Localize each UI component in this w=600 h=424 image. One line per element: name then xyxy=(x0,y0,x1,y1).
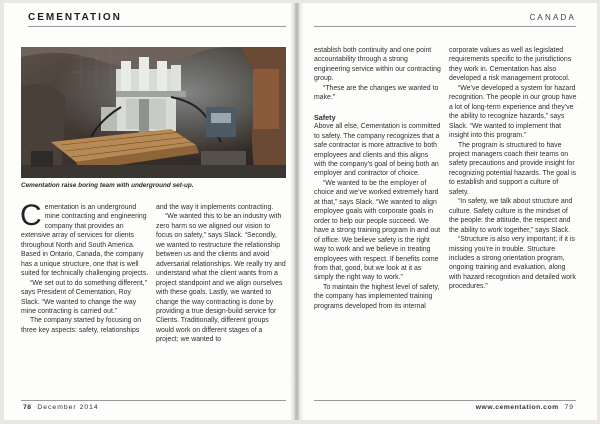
photo-caption: Cementation raise boring team with underground set-up. xyxy=(21,182,194,189)
section-heading-safety: Safety xyxy=(314,112,336,122)
photo-illustration xyxy=(21,47,286,178)
header-rule-left xyxy=(28,26,286,27)
website-url: www.cementation.com xyxy=(475,404,559,411)
col4-paragraph-5: “Structure is also very important; if it is missing you’re in trouble. Structure includes a strong orientation program, ongoing training and evaluation, along with hazard recognition and detailed work procedures.” xyxy=(449,236,576,291)
col1-paragraph-2: “We set out to do something different,” says President of Cementation, Roy Slack. “We wanted to change the way mine contracting is carried out.” xyxy=(21,279,147,315)
col3-paragraph-2: “These are the changes we wanted to make.” xyxy=(314,84,439,102)
article-column-3 xyxy=(314,46,442,311)
col3-paragraph-4: “We wanted to be the employer of choice and we’ve worked extremely hard at that,” says Slack. “We wanted to align employee goals with corporate goals in order to help our people succeed. We have a strong training program in and out of office. We believe safety is the right way to work and we believe in treating employees with respect. If benefits come from that, good, but we look at it as simply the right way to work.” xyxy=(314,179,441,282)
country-label: CANADA xyxy=(529,13,576,22)
intro-paragraph xyxy=(20,199,149,279)
col1-paragraph-3: The company started by focusing on three key aspects: safety, relationships xyxy=(21,317,142,334)
col3-paragraph-3: Above all else, Cementation is committed to safety. The company recognizes that a safe contractor is more attractive to both employees and clients and this aligns with the company’s goal of being both an employer and contractor of choice. xyxy=(314,123,441,178)
issue-date: December 2014 xyxy=(37,404,99,411)
col2-paragraph-1: and the way it implements contracting. xyxy=(156,204,274,211)
col4-paragraph-2: “We’ve developed a system for hazard recognition. The people in our group have a lot of long-term experience and they’ve the ability to recognize hazards,” says Slack. “We wanted to implement that insight into this program.” xyxy=(449,84,577,140)
footer-rule-left xyxy=(21,400,286,401)
col1-paragraph-1: ementation is an underground mine contracting and engineering company that provides an extensive array of services for clients throughout North and South America. Based in Ontario, Canada, the company has a unique structure, one that is well suited for technically challenging projects. xyxy=(21,204,149,278)
col4-paragraph-3: The program is structured to have project managers coach their teams on safety precautions and provide insight for recognizing potential hazards. The goal is to establish and support a culture of safety. xyxy=(449,141,577,196)
footer-rule-right xyxy=(314,400,576,401)
raise-boring-photo xyxy=(21,47,286,178)
page-gutter xyxy=(290,3,304,420)
folio-left xyxy=(23,404,99,411)
col4-paragraph-4: “In safety, we talk about structure and culture. Safety culture is the mindset of the people: the attitude, the respect and the ability to work together,” says Slack. xyxy=(449,198,573,234)
page-number-left: 78 xyxy=(23,404,32,411)
col3-paragraph-5: To maintain the highest level of safety, the company has implemented training programs developed from its internal xyxy=(314,283,440,310)
col2-paragraph-2: “We wanted this to be an industry with zero harm so we aligned our vision to focus on safety,” says Slack. “Secondly, we wanted to restructure the relationship between us and the clients and avoid adversarial relationships. We really try and understand what the client wants from a project standpoint and we align ourselves with these goals. Lastly, we wanted to change the way contracting is done by providing a true design-build service for Clients. Traditionally, different groups would work on different stages of a project; we wanted to xyxy=(156,213,286,344)
article-column-4 xyxy=(449,46,579,292)
page-number-right: 79 xyxy=(564,404,574,411)
brand-title: CEMENTATION xyxy=(28,12,122,23)
article-column-1 xyxy=(20,199,149,335)
col3-paragraph-1: establish both continuity and one point accountability through a strong engineering service within our contracting group. xyxy=(314,47,441,83)
drop-cap: C xyxy=(20,199,42,232)
col4-paragraph-1: corporate values as well as legislated requirements specific to the jurisdictions they work in. Cementation has also developed a risk management protocol. xyxy=(449,47,572,83)
folio-right xyxy=(476,404,574,411)
header-rule-right xyxy=(314,26,576,27)
article-column-2 xyxy=(156,203,286,345)
